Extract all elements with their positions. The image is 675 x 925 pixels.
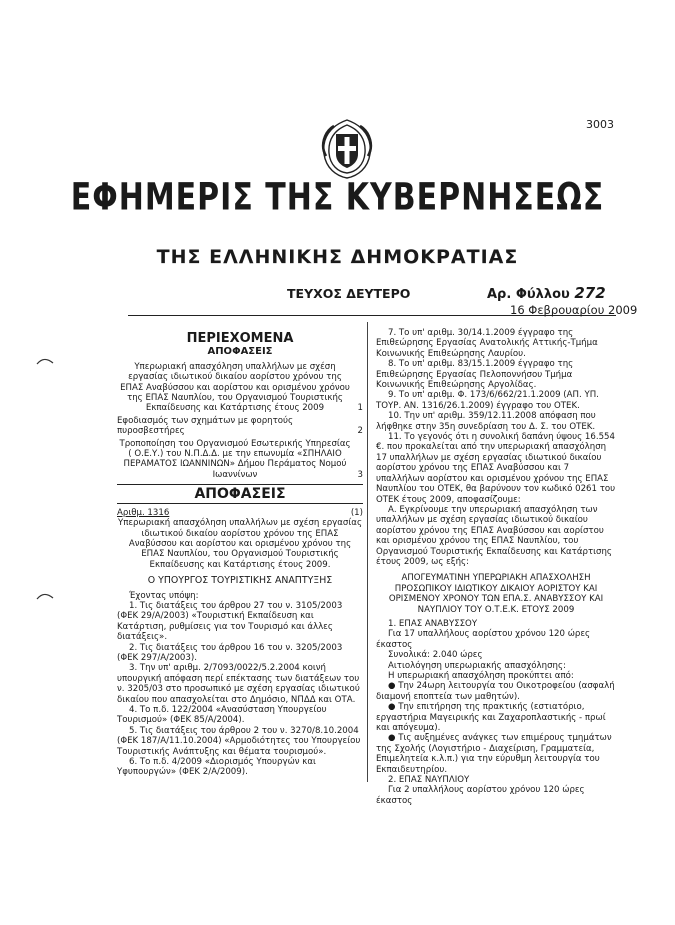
recital-item: 4. Το π.δ. 122/2004 «Ανασύσταση Υπουργείου Τουρισμού» (ΦΕΚ 85/Α/2004). — [117, 705, 327, 726]
overtime-heading: ΑΠΟΓΕΥΜΑΤΙΝΗ ΥΠΕΡΩΡΙΑΚΗ ΑΠΑΣΧΟΛΗΣΗ ΠΡΟΣΩΠΙΚΟΥ ΙΔΙΩΤΙΚΟΥ ΔΙΚΑΙΟΥ ΑΟΡΙΣΤΟΥ ΚΑΙ ΟΡΙΣΜΕΝΟΥ ΧΡΟΝΟΥ ΤΩΝ ΕΠΑ.Σ. ΑΝΑΒΥΣΣΟΥ ΚΑΙ ΝΑΥΠΛΙΟΥ ΤΟΥ Ο.Τ.Ε.Κ. ΕΤΟΥΣ 2009 — [388, 573, 604, 615]
recital-item: 6. Το π.δ. 4/2009 «Διορισμός Υπουργών και Υφυπουργών» (ΦΕΚ 2/Α/2009). — [117, 757, 316, 778]
toc-item[interactable] — [117, 439, 363, 481]
ministry-heading: Ο ΥΠΟΥΡΓΟΣ ΤΟΥΡΙΣΤΙΚΗΣ ΑΝΑΠΤΥΞΗΣ — [147, 575, 333, 587]
recital-item: 5. Τις διατάξεις του άρθρου 2 του ν. 3270/8.10.2004 (ΦΕΚ 187/Α/11.10.2004) «Αρμοδιότητες του Υπουργείου Τουριστικής Ανάπτυξης και θέματα τουρισμού». — [117, 725, 361, 757]
decision-number: Αριθμ. 1316 — [117, 507, 170, 518]
recital-item: 10. Την υπ' αριθμ. 359/12.11.2008 απόφαση που λήφθηκε στην 35η συνεδρίαση του Δ. Σ. του ΟΤΕΚ. — [376, 411, 596, 432]
bullet-text: Την 24ωρη λειτουργία του Οικοτροφείου (ασφαλή διαμονή εποπτεία των μαθητών). — [376, 681, 615, 702]
having-regard: Έχοντας υπόψη: — [129, 590, 199, 601]
issue-number: 272 — [574, 284, 606, 302]
greek-coat-of-arms-icon — [316, 116, 378, 180]
bullet-item — [376, 733, 616, 775]
school-title: 1. ΕΠΑΣ ΑΝΑΒΥΣΣΟΥ — [388, 618, 478, 629]
left-column — [117, 330, 363, 778]
recital-item: 11. Το γεγονός ότι η συνολική δαπάνη ύψους 16.554 €. που προκαλείται από την υπερωριακή απασχόληση 17 υπαλλήλων με σχέση εργασίας ιδιωτικού δικαίου αορίστου χρόνου της ΕΠΑΣ Αναβύσσου και 7 υπαλλήλων αορίστου και ορισμένου χρόνου της ΕΠΑΣ Ναυπλίου του ΟΤΕΚ, θα βαρύνουν τον κωδικό 0261 του ΟΤΕΚ έτους 2009, αποφασίζουμε: — [376, 432, 616, 505]
recital-item: 8. Το υπ' αριθμ. 83/15.1.2009 έγγραφο της Επιθεώρησης Εργασίας Πελοποννήσου Τμήμα Κοινωνικής Επιθεώρησης Αργολίδας. — [376, 359, 574, 391]
margin-mark-icon — [36, 593, 54, 601]
toc-item[interactable] — [117, 362, 363, 414]
decisions-title: ΑΠΟΦΑΣΕΙΣ — [194, 486, 286, 503]
issue-number-block — [487, 284, 606, 302]
toc-section: ΑΠΟΦΑΣΕΙΣ — [207, 346, 273, 358]
school-line: Για 2 υπαλλήλους αορίστου χρόνου 120 ώρες έκαστος — [376, 785, 585, 806]
bullet-text: Τις αυξημένες ανάγκες των επιμέρους τμημάτων της Σχολής (Λογιστήριο - Διαχείριση, Γραμματεία, Επιμελητεία κ.λ.π.) για την εύρυθμη λειτουργία του Εκπαιδευτηρίου. — [376, 733, 612, 775]
bullet-item — [376, 681, 616, 702]
right-column — [376, 328, 616, 806]
toc-item-page: 2 — [357, 426, 363, 437]
margin-mark-icon — [36, 358, 54, 366]
bullet-icon: ● — [388, 702, 399, 713]
bullet-icon: ● — [388, 733, 399, 744]
toc-item-page: 3 — [357, 469, 363, 480]
toc-item[interactable] — [117, 416, 363, 437]
bullet-text: Την επιτήρηση της πρακτικής (εστιατόριο, εργαστήρια Μαγειρικής και Ζαχαροπλαστικής - πρωί και απόγευμα). — [376, 702, 606, 734]
toc-item-text: Υπερωριακή απασχόληση υπαλλήλων με σχέση εργασίας ιδιωτικού δικαίου αορίστου χρόνου της ΕΠΑΣ Αναβύσσου και αορίστου και ορισμένου χρόνου της ΕΠΑΣ Ναυπλίου, του Οργανισμού Τουριστικής Εκπαίδευσης και Κατάρτισης έτους 2009 — [120, 361, 350, 414]
school-line: Για 17 υπαλλήλους αορίστου χρόνου 120 ώρες έκαστος — [376, 629, 591, 650]
header-rule — [128, 315, 616, 316]
section-rule — [117, 484, 363, 485]
toc-item-page: 1 — [357, 403, 363, 414]
issue-series: ΤΕΥΧΟΣ ΔΕΥΤΕΡΟ — [287, 286, 411, 301]
recital-item: 1. Τις διατάξεις του άρθρου 27 του ν. 3105/2003 (ΦΕΚ 29/Α/2003) «Τουριστική Εκπαίδευση και Κατάρτιση, ρυθμίσεις για τον Τουρισμό και άλλες διατάξεις». — [117, 600, 343, 643]
decision-number-row — [117, 508, 363, 518]
toc-item-text: Εφοδιασμός των σχημάτων με φορητούς πυροσβεστήρες — [117, 415, 294, 437]
column-divider — [367, 322, 368, 782]
toc-title: ΠΕΡΙΕΧΟΜΕΝΑ — [186, 331, 294, 346]
decision-ref: (1) — [350, 507, 363, 518]
masthead-subtitle: ΤΗΣ ΕΛΛΗΝΙΚΗΣ ΔΗΜΟΚΡΑΤΙΑΣ — [156, 246, 519, 268]
school-line: Συνολικά: 2.040 ώρες — [388, 650, 483, 661]
toc-item-text: Τροποποίηση του Οργανισμού Εσωτερικής Υπηρεσίας ( Ο.Ε.Υ.) του Ν.Π.Δ.Δ. με την επωνυμία «ΣΠΗΛΑΙΟ ΠΕΡΑΜΑΤΟΣ ΙΩΑΝΝΙΝΩΝ» Δήμου Περάματος Νομού Ιωαννίνων — [119, 438, 351, 480]
recital-item: 2. Τις διατάξεις του άρθρου 16 του ν. 3205/2003 (ΦΕΚ 297/Α/2003). — [117, 642, 343, 663]
section-rule — [117, 503, 363, 504]
school-line: Η υπερωριακή απασχόληση προκύπτει από: — [388, 671, 574, 681]
bullet-icon: ● — [388, 681, 399, 692]
issue-label: Αρ. Φύλλου — [487, 287, 570, 302]
recital-item: 9. Το υπ' αριθμ. Φ. 173/6/662/21.1.2009 (ΑΠ. ΥΠ. ΤΟΥΡ. ΑΝ. 1316/26.1.2009) έγγραφο του ΟΤΕΚ. — [376, 390, 599, 411]
bullet-item — [376, 702, 616, 733]
school-line: Αιτιολόγηση υπερωριακής απασχόλησης: — [388, 660, 566, 671]
recital-item: 3. Την υπ' αριθμ. 2/7093/0022/5.2.2004 κοινή υπουργική απόφαση περί επέκτασης των διατάξεων του ν. 3205/03 στο προσωπικό με σχέση εργασίας ιδιωτικού δικαίου που απασχολείται στο Δημόσιο, ΝΠΔΔ και ΟΤΑ. — [117, 663, 360, 705]
recital-item: 7. Το υπ' αριθμ. 30/14.1.2009 έγγραφο της Επιθεώρησης Εργασίας Ανατολικής Αττικής-Τμήμα Κοινωνικής Επιθεώρησης Λαυρίου. — [376, 328, 598, 359]
decision-subject: Υπερωριακή απασχόληση υπαλλήλων με σχέση εργασίας ιδιωτικού δικαίου αορίστου χρόνου της ΕΠΑΣ Αναβύσσου και αορίστου και ορισμένου χρόνου της ΕΠΑΣ Ναυπλίου, του Οργανισμού Τουριστικής Εκπαίδευσης και Κατάρτισης έτους 2009. — [117, 518, 362, 570]
masthead-title: ΕΦΗΜΕΡΙΣ ΤΗΣ ΚΥΒΕΡΝΗΣΕΩΣ — [70, 175, 605, 220]
issue-date: 16 Φεβρουαρίου 2009 — [510, 303, 638, 317]
school-title: 2. ΕΠΑΣ ΝΑΥΠΛΙΟΥ — [388, 775, 470, 786]
decision-clause: Α. Εγκρίνουμε την υπερωριακή απασχόληση των υπαλλήλων με σχέση εργασίας ιδιωτικού δικαίου αορίστου χρόνου της ΕΠΑΣ Αναβύσσου και αορίστου και ορισμένου χρόνου της ΕΠΑΣ Ναυπλίου, του Οργανισμού Τουριστικής Εκπαίδευσης και Κατάρτισης έτους 2009, ως εξής: — [376, 504, 612, 567]
page-number: 3003 — [586, 118, 614, 131]
